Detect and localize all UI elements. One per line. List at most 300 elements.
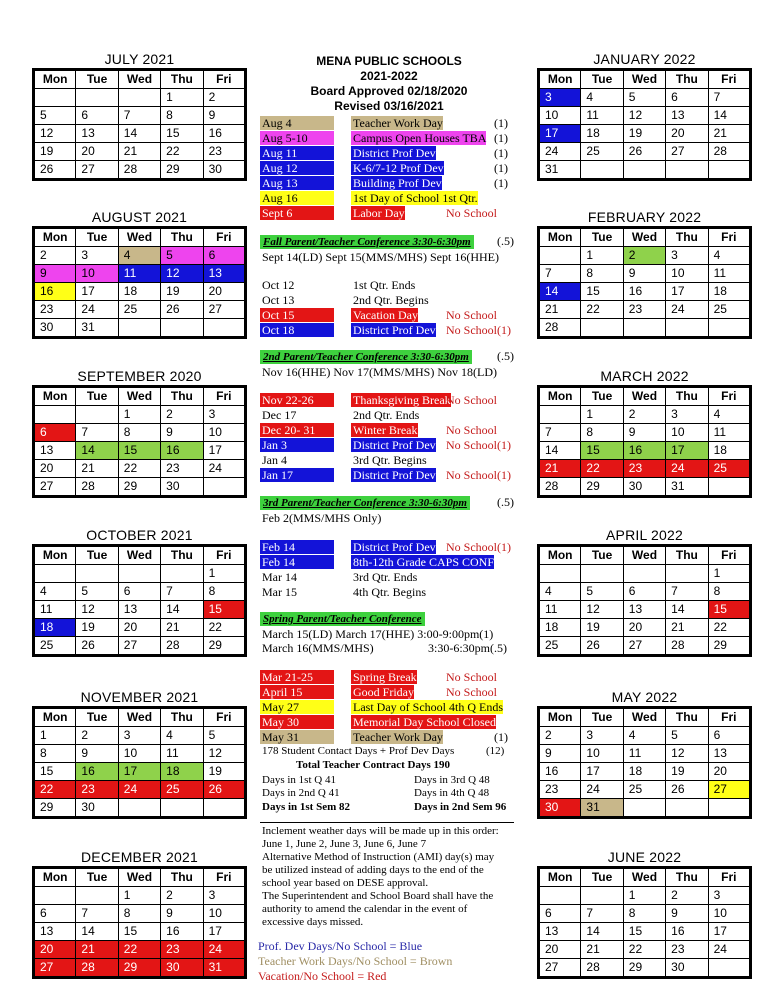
day-cell: 13 <box>203 265 245 283</box>
day-cell <box>666 161 708 180</box>
day-cell: 1 <box>708 565 750 583</box>
event-row <box>260 308 522 323</box>
day-cell: 17 <box>708 923 750 941</box>
day-cell: 1 <box>34 727 76 745</box>
day-cell <box>539 565 581 583</box>
day-cell: 5 <box>623 89 665 107</box>
weekday-header: Fri <box>203 708 245 727</box>
day-cell: 17 <box>581 763 623 781</box>
quarter-days: Days in 3rd Q 48 <box>414 774 490 786</box>
day-cell: 4 <box>708 406 750 424</box>
event-name: District Prof Dev <box>353 468 436 482</box>
month-grid <box>32 226 247 339</box>
day-cell: 8 <box>708 583 750 601</box>
day-cell <box>118 89 160 107</box>
day-cell: 31 <box>76 319 118 338</box>
day-cell: 18 <box>708 283 750 301</box>
day-cell: 6 <box>203 247 245 265</box>
day-cell: 3 <box>581 727 623 745</box>
day-cell: 5 <box>161 247 203 265</box>
day-cell: 14 <box>76 923 118 941</box>
day-cell: 16 <box>34 283 76 301</box>
weekday-header: Fri <box>203 228 245 247</box>
event-note: No School <box>446 423 497 437</box>
weekday-header: Thu <box>666 387 708 406</box>
event-date: Mar 14 <box>262 570 297 584</box>
day-cell <box>708 799 750 818</box>
contact-days: 178 Student Contact Days + Prof Dev Days <box>262 745 455 757</box>
weekday-header: Tue <box>581 868 623 887</box>
day-cell: 16 <box>161 923 203 941</box>
event-date: Sept 6 <box>260 206 334 220</box>
weekday-header: Wed <box>118 70 160 89</box>
day-cell: 19 <box>76 619 118 637</box>
school-name: MENA PUBLIC SCHOOLS <box>316 54 462 68</box>
event-name: Last Day of School 4th Q Ends <box>353 700 503 714</box>
day-cell: 10 <box>203 424 245 442</box>
weekday-header: Fri <box>203 868 245 887</box>
day-cell: 11 <box>34 601 76 619</box>
day-cell: 8 <box>118 424 160 442</box>
day-cell <box>203 319 245 338</box>
weekday-header: Wed <box>623 546 665 565</box>
event-row <box>260 423 522 438</box>
month-title: AUGUST 2021 <box>91 209 188 225</box>
day-cell: 29 <box>203 637 245 656</box>
day-cell: 22 <box>581 460 623 478</box>
day-cell: 22 <box>34 781 76 799</box>
day-cell: 28 <box>76 959 118 978</box>
day-cell: 30 <box>203 161 245 180</box>
month-grid <box>537 226 752 339</box>
weekday-header: Tue <box>76 228 118 247</box>
event-name: District Prof Dev <box>353 540 436 554</box>
event-row <box>260 715 522 730</box>
conference-days: (.5) <box>497 495 514 509</box>
divider <box>260 822 514 823</box>
day-cell: 11 <box>708 424 750 442</box>
note-line: Inclement weather days will be made up in this order: <box>262 825 499 837</box>
day-cell: 23 <box>203 143 245 161</box>
day-cell: 15 <box>581 442 623 460</box>
weekday-header: Fri <box>203 70 245 89</box>
day-cell: 30 <box>539 799 581 818</box>
day-cell: 5 <box>581 583 623 601</box>
day-cell: 16 <box>539 763 581 781</box>
day-cell: 23 <box>34 301 76 319</box>
day-cell: 23 <box>623 301 665 319</box>
day-cell: 25 <box>118 301 160 319</box>
weekday-header: Fri <box>708 70 750 89</box>
note-line: Alternative Method of Instruction (AMI) day(s) may <box>262 851 495 863</box>
day-cell: 4 <box>118 247 160 265</box>
event-date: Nov 22-26 <box>260 393 334 407</box>
day-cell: 7 <box>581 905 623 923</box>
day-cell: 13 <box>623 601 665 619</box>
weekday-header: Wed <box>118 868 160 887</box>
day-cell <box>581 565 623 583</box>
weekday-header: Thu <box>666 70 708 89</box>
event-date: May 27 <box>260 700 334 714</box>
day-cell: 28 <box>161 637 203 656</box>
event-date: Aug 16 <box>260 191 334 205</box>
day-cell: 9 <box>161 905 203 923</box>
day-cell: 21 <box>708 125 750 143</box>
day-cell: 7 <box>666 583 708 601</box>
day-cell: 18 <box>161 763 203 781</box>
event-row <box>260 161 522 176</box>
event-row <box>260 730 522 745</box>
semester-days: Days in 2nd Sem 96 <box>414 801 507 813</box>
day-cell: 16 <box>76 763 118 781</box>
event-row <box>260 700 522 715</box>
event-note: No School(1) <box>446 468 511 482</box>
month-calendar <box>32 208 247 339</box>
month-grid <box>32 866 247 979</box>
month-title: APRIL 2022 <box>606 527 683 543</box>
event-name: Vacation Day <box>353 308 418 322</box>
month-grid <box>32 706 247 819</box>
day-cell: 27 <box>34 959 76 978</box>
day-cell: 13 <box>539 923 581 941</box>
month-title: DECEMBER 2021 <box>81 849 198 865</box>
event-note: No School(1) <box>446 438 511 452</box>
day-cell: 7 <box>539 424 581 442</box>
day-cell: 6 <box>539 905 581 923</box>
day-cell: 13 <box>118 601 160 619</box>
weekday-header: Tue <box>76 708 118 727</box>
day-cell: 13 <box>708 745 750 763</box>
day-cell: 8 <box>34 745 76 763</box>
day-cell: 27 <box>539 959 581 978</box>
conference-dates: Nov 16(HHE) Nov 17(MMS/MHS) Nov 18(LD) <box>262 365 497 379</box>
event-name: 1st Qtr. Ends <box>353 278 416 292</box>
event-note: No School <box>446 308 497 322</box>
day-cell: 12 <box>76 601 118 619</box>
day-cell: 27 <box>623 637 665 656</box>
weekday-header: Tue <box>76 546 118 565</box>
day-cell: 22 <box>581 301 623 319</box>
event-name: District Prof Dev <box>353 438 436 452</box>
day-cell: 17 <box>76 283 118 301</box>
event-note: No School <box>446 685 497 699</box>
day-cell: 2 <box>666 887 708 905</box>
day-cell: 13 <box>76 125 118 143</box>
legend-item: Teacher Work Days/No School = Brown <box>258 954 453 968</box>
day-cell: 28 <box>118 161 160 180</box>
day-cell: 3 <box>666 406 708 424</box>
weekday-header: Tue <box>581 387 623 406</box>
event-note: No School <box>446 670 497 684</box>
day-cell: 2 <box>76 727 118 745</box>
event-name: 8th-12th Grade CAPS CONF <box>353 555 495 569</box>
event-name: Good Friday <box>353 685 414 699</box>
weekday-header: Fri <box>708 387 750 406</box>
note-line: school year based on DESE approval. <box>262 877 429 889</box>
day-cell: 8 <box>623 905 665 923</box>
day-cell: 15 <box>34 763 76 781</box>
day-cell: 9 <box>539 745 581 763</box>
day-cell: 5 <box>666 727 708 745</box>
day-cell: 14 <box>581 923 623 941</box>
weekday-header: Thu <box>666 546 708 565</box>
weekday-header: Wed <box>623 708 665 727</box>
day-cell: 9 <box>203 107 245 125</box>
day-cell: 17 <box>118 763 160 781</box>
day-cell: 28 <box>666 637 708 656</box>
weekday-header: Wed <box>118 708 160 727</box>
day-cell: 9 <box>161 424 203 442</box>
day-cell: 30 <box>34 319 76 338</box>
day-cell: 4 <box>161 727 203 745</box>
event-name: Teacher Work Day <box>353 730 443 744</box>
day-cell <box>118 565 160 583</box>
day-cell: 13 <box>34 442 76 460</box>
day-cell <box>118 319 160 338</box>
month-calendar <box>32 688 247 819</box>
weekday-header: Thu <box>161 387 203 406</box>
day-cell <box>708 478 750 497</box>
weekday-header: Fri <box>203 387 245 406</box>
day-cell: 26 <box>203 781 245 799</box>
day-cell: 6 <box>34 905 76 923</box>
day-cell: 16 <box>666 923 708 941</box>
day-cell: 12 <box>161 265 203 283</box>
day-cell <box>34 89 76 107</box>
day-cell: 10 <box>118 745 160 763</box>
day-cell <box>203 478 245 497</box>
revised-date: Revised 03/16/2021 <box>334 99 444 113</box>
event-date: Aug 11 <box>260 146 334 160</box>
event-name: Labor Day <box>353 206 405 220</box>
day-cell: 23 <box>539 781 581 799</box>
event-row <box>260 393 522 408</box>
event-row <box>260 585 522 600</box>
weekday-header: Mon <box>539 387 581 406</box>
day-cell: 24 <box>666 460 708 478</box>
day-cell: 18 <box>539 619 581 637</box>
weekday-header: Fri <box>708 546 750 565</box>
quarter-days: Days in 2nd Q 41 <box>262 787 340 799</box>
day-cell <box>76 406 118 424</box>
day-cell: 25 <box>34 637 76 656</box>
day-cell: 25 <box>539 637 581 656</box>
day-cell: 1 <box>118 406 160 424</box>
conference-dates: Sept 14(LD) Sept 15(MMS/MHS) Sept 16(HHE) <box>262 250 499 264</box>
day-cell: 13 <box>666 107 708 125</box>
conference-title: Fall Parent/Teacher Conference 3:30-6:30pm <box>260 235 474 249</box>
day-cell <box>539 247 581 265</box>
event-date: Aug 12 <box>260 161 334 175</box>
day-cell <box>539 887 581 905</box>
day-cell: 6 <box>666 89 708 107</box>
day-cell <box>666 565 708 583</box>
day-cell: 10 <box>666 424 708 442</box>
day-cell: 14 <box>539 283 581 301</box>
contact-days-count: (12) <box>486 745 505 757</box>
day-cell: 27 <box>76 161 118 180</box>
day-cell: 21 <box>539 301 581 319</box>
event-row <box>260 176 522 191</box>
day-cell <box>539 406 581 424</box>
day-cell: 7 <box>161 583 203 601</box>
day-cell: 16 <box>623 283 665 301</box>
event-date: Mar 21-25 <box>260 670 334 684</box>
event-days: (1) <box>494 131 508 145</box>
day-cell: 21 <box>581 941 623 959</box>
conference-title: 2nd Parent/Teacher Conference 3:30-6:30pm <box>260 350 472 364</box>
day-cell: 17 <box>666 283 708 301</box>
day-cell <box>581 887 623 905</box>
day-cell: 14 <box>708 107 750 125</box>
day-cell <box>76 89 118 107</box>
day-cell: 26 <box>161 301 203 319</box>
day-cell: 14 <box>666 601 708 619</box>
day-cell: 7 <box>539 265 581 283</box>
month-title: JUNE 2022 <box>607 849 682 865</box>
event-row <box>260 293 522 308</box>
day-cell: 15 <box>161 125 203 143</box>
day-cell: 2 <box>161 887 203 905</box>
day-cell: 10 <box>76 265 118 283</box>
weekday-header: Mon <box>34 546 76 565</box>
conference-dates: 3:30-6:30pm(.5) <box>428 641 507 655</box>
day-cell: 24 <box>581 781 623 799</box>
day-cell <box>161 565 203 583</box>
note-line: authority to amend the calendar in the event of <box>262 903 468 915</box>
day-cell: 4 <box>34 583 76 601</box>
conference-dates: March 15(LD) March 17(HHE) 3:00-9:00pm(1) <box>262 627 494 641</box>
event-name: 3rd Qtr. Ends <box>353 570 418 584</box>
month-grid <box>537 544 752 657</box>
day-cell: 12 <box>666 745 708 763</box>
day-cell: 29 <box>161 161 203 180</box>
event-date: Feb 14 <box>260 540 334 554</box>
day-cell: 20 <box>118 619 160 637</box>
day-cell: 31 <box>666 478 708 497</box>
day-cell: 13 <box>34 923 76 941</box>
note-line: excessive days missed. <box>262 916 364 928</box>
month-grid <box>537 866 752 979</box>
weekday-header: Mon <box>539 868 581 887</box>
day-cell: 22 <box>118 460 160 478</box>
day-cell: 30 <box>623 478 665 497</box>
month-calendar <box>32 367 247 498</box>
day-cell: 27 <box>708 781 750 799</box>
month-title: NOVEMBER 2021 <box>80 689 199 705</box>
day-cell: 22 <box>118 941 160 959</box>
legend-item: Prof. Dev Days/No School = Blue <box>258 939 423 953</box>
day-cell: 26 <box>623 143 665 161</box>
day-cell: 2 <box>161 406 203 424</box>
event-date: Aug 13 <box>260 176 334 190</box>
day-cell: 16 <box>623 442 665 460</box>
event-date: Dec 20- 31 <box>260 423 334 437</box>
event-date: May 31 <box>260 730 334 744</box>
day-cell: 27 <box>118 637 160 656</box>
day-cell <box>118 799 160 818</box>
day-cell: 8 <box>118 905 160 923</box>
event-row <box>260 323 522 338</box>
event-days: (1) <box>494 116 508 130</box>
day-cell: 21 <box>118 143 160 161</box>
day-cell: 23 <box>623 460 665 478</box>
note-line: be utilized instead of adding days to the end of the <box>262 864 484 876</box>
day-cell: 22 <box>623 941 665 959</box>
day-cell: 6 <box>118 583 160 601</box>
event-row <box>260 540 522 555</box>
event-note: No School(1) <box>446 540 511 554</box>
weekday-header: Fri <box>708 708 750 727</box>
day-cell: 16 <box>203 125 245 143</box>
weekday-header: Mon <box>539 70 581 89</box>
weekday-header: Mon <box>34 387 76 406</box>
event-note: No School <box>446 206 497 220</box>
month-calendar <box>537 848 752 979</box>
month-title: FEBRUARY 2022 <box>587 209 702 225</box>
day-cell: 15 <box>581 283 623 301</box>
day-cell: 4 <box>623 727 665 745</box>
event-row <box>260 555 522 570</box>
day-cell: 10 <box>203 905 245 923</box>
day-cell: 6 <box>623 583 665 601</box>
event-name: 1st Day of School 1st Qtr. <box>353 191 478 205</box>
day-cell: 1 <box>118 887 160 905</box>
day-cell: 24 <box>666 301 708 319</box>
event-row <box>260 685 522 700</box>
day-cell <box>666 799 708 818</box>
weekday-header: Wed <box>118 546 160 565</box>
day-cell: 21 <box>76 460 118 478</box>
day-cell: 12 <box>623 107 665 125</box>
day-cell: 4 <box>581 89 623 107</box>
day-cell: 9 <box>623 265 665 283</box>
total-contract-days: Total Teacher Contract Days 190 <box>296 759 450 771</box>
day-cell: 8 <box>581 265 623 283</box>
event-name: Winter Break <box>353 423 418 437</box>
day-cell <box>34 406 76 424</box>
day-cell: 19 <box>581 619 623 637</box>
day-cell: 8 <box>161 107 203 125</box>
day-cell: 29 <box>118 959 160 978</box>
event-date: Aug 5-10 <box>260 131 334 145</box>
day-cell: 17 <box>203 442 245 460</box>
day-cell: 18 <box>708 442 750 460</box>
day-cell: 3 <box>203 406 245 424</box>
month-title: OCTOBER 2021 <box>86 527 193 543</box>
event-name: 2nd Qtr. Ends <box>353 408 420 422</box>
day-cell: 28 <box>76 478 118 497</box>
day-cell: 23 <box>666 941 708 959</box>
conference-days: (.5) <box>497 234 514 248</box>
day-cell <box>623 319 665 338</box>
event-name: District Prof Dev <box>353 146 436 160</box>
semester-days: Days in 1st Sem 82 <box>262 801 351 813</box>
day-cell: 2 <box>623 247 665 265</box>
day-cell: 22 <box>203 619 245 637</box>
day-cell <box>161 319 203 338</box>
day-cell: 23 <box>161 941 203 959</box>
day-cell: 10 <box>539 107 581 125</box>
weekday-header: Wed <box>118 387 160 406</box>
day-cell: 14 <box>118 125 160 143</box>
day-cell: 1 <box>581 247 623 265</box>
day-cell: 29 <box>708 637 750 656</box>
event-note: No School(1) <box>446 323 511 337</box>
day-cell: 14 <box>161 601 203 619</box>
day-cell: 23 <box>161 460 203 478</box>
day-cell <box>581 161 623 180</box>
